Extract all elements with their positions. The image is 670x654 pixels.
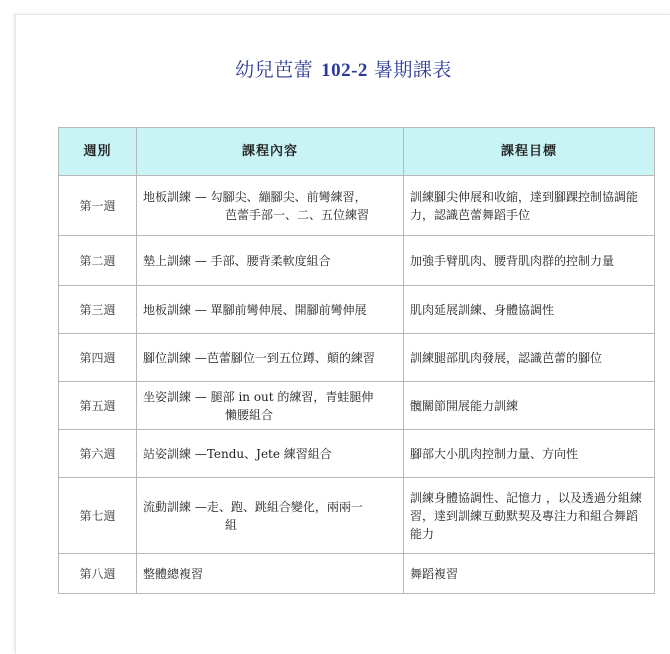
content-cell bbox=[137, 334, 404, 382]
goal-cell: 訓練腳尖伸展和收縮，達到腳踝控制協調能力，認識芭蕾舞蹈手位 bbox=[404, 176, 655, 236]
header-goal: 課程目標 bbox=[404, 128, 655, 176]
goal-cell: 加強手臂肌肉、腰背肌肉群的控制力量 bbox=[404, 236, 655, 286]
title-prefix: 幼兒芭蕾 bbox=[235, 59, 314, 81]
content-text: 流動訓練 —走、跑、跳組合變化，兩兩一 bbox=[143, 499, 363, 514]
table-row bbox=[59, 430, 655, 478]
header-content: 課程內容 bbox=[137, 128, 404, 176]
goal-cell: 訓練身體協調性、記憶力 ，以及透過分組練習，達到訓練互動默契及專注力和組合舞蹈能力 bbox=[404, 478, 655, 554]
schedule-table bbox=[58, 127, 655, 594]
table-row bbox=[59, 176, 655, 236]
week-cell: 第四週 bbox=[59, 334, 137, 382]
goal-cell: 肌肉延展訓練、身體協調性 bbox=[404, 286, 655, 334]
goal-cell: 腳部大小肌肉控制力量、方向性 bbox=[404, 430, 655, 478]
week-cell: 第三週 bbox=[59, 286, 137, 334]
goal-cell: 舞蹈複習 bbox=[404, 554, 655, 594]
content-continuation: 組 bbox=[225, 517, 238, 532]
content-cell bbox=[137, 176, 404, 236]
week-cell: 第八週 bbox=[59, 554, 137, 594]
content-continuation: 芭蕾手部一、二、五位練習 bbox=[225, 207, 370, 222]
content-cell bbox=[137, 382, 404, 430]
content-cell bbox=[137, 478, 404, 554]
content-text: 墊上訓練 — 手部、腰背柔軟度組合 bbox=[143, 253, 331, 268]
content-text: 地板訓練 — 單腳前彎伸展、開腳前彎伸展 bbox=[143, 302, 367, 317]
header-week: 週別 bbox=[59, 128, 137, 176]
table-row bbox=[59, 286, 655, 334]
content-cell bbox=[137, 430, 404, 478]
table-header-row bbox=[59, 128, 655, 176]
content-cell bbox=[137, 286, 404, 334]
week-cell: 第六週 bbox=[59, 430, 137, 478]
content-text: 站姿訓練 —Tendu、Jete 練習組合 bbox=[143, 446, 332, 461]
week-cell: 第一週 bbox=[59, 176, 137, 236]
title-code: 102-2 bbox=[321, 60, 368, 81]
content-continuation: 懶腰組合 bbox=[225, 407, 274, 422]
table-row bbox=[59, 382, 655, 430]
week-cell: 第五週 bbox=[59, 382, 137, 430]
table-row bbox=[59, 334, 655, 382]
content-text: 坐姿訓練 — 腿部 in out 的練習，青蛙腿伸 bbox=[143, 389, 374, 404]
content-cell bbox=[137, 554, 404, 594]
document-page bbox=[15, 14, 670, 654]
page-title bbox=[16, 55, 670, 82]
title-suffix: 暑期課表 bbox=[373, 59, 452, 81]
goal-cell: 髖關節開展能力訓練 bbox=[404, 382, 655, 430]
week-cell: 第七週 bbox=[59, 478, 137, 554]
table-row bbox=[59, 478, 655, 554]
content-text: 地板訓練 — 勾腳尖、繃腳尖、前彎練習， bbox=[143, 189, 367, 204]
table-row bbox=[59, 236, 655, 286]
week-cell: 第二週 bbox=[59, 236, 137, 286]
content-cell bbox=[137, 236, 404, 286]
content-text: 腳位訓練 —芭蕾腳位一到五位蹲、顛的練習 bbox=[143, 350, 375, 365]
table-row bbox=[59, 554, 655, 594]
content-text: 整體總複習 bbox=[143, 566, 204, 581]
goal-cell: 訓練腿部肌肉發展，認識芭蕾的腳位 bbox=[404, 334, 655, 382]
